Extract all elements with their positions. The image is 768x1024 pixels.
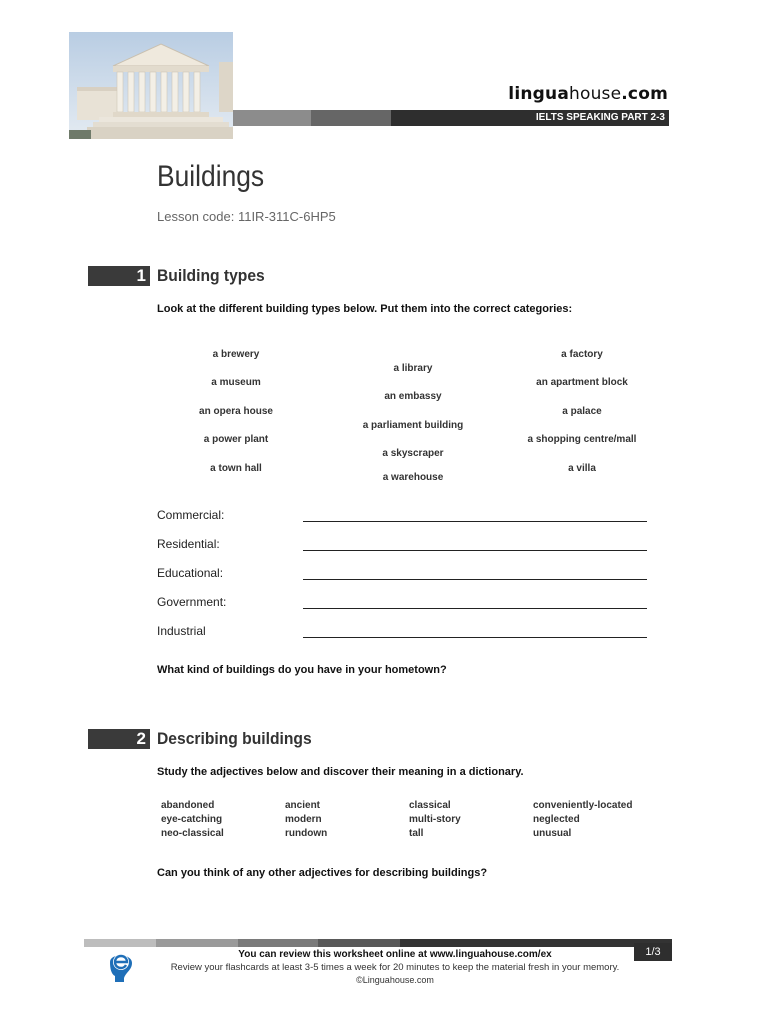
category-label-government: Government: xyxy=(157,595,227,609)
adjective-item: tall xyxy=(409,828,424,839)
word-item: a parliament building xyxy=(362,420,464,431)
adjective-item: abandoned xyxy=(161,800,215,811)
adjective-item: ancient xyxy=(285,800,321,811)
section-1-number: 1 xyxy=(88,266,150,286)
adjective-item: modern xyxy=(285,814,322,825)
footer-copyright: ©Linguahouse.com xyxy=(356,975,434,985)
section-1-instruction: Look at the different building types below. Put them into the correct categories: xyxy=(157,303,573,315)
brand-part-2: house xyxy=(569,84,622,104)
adjective-item: unusual xyxy=(533,828,572,839)
word-item: a factory xyxy=(561,349,603,360)
footer-bar xyxy=(84,939,672,947)
category-label-industrial: Industrial xyxy=(157,624,206,638)
brand-part-3: .com xyxy=(621,84,668,104)
word-item: a library xyxy=(393,363,433,374)
word-item: a warehouse xyxy=(382,472,444,483)
header-bar xyxy=(233,110,669,126)
word-item: a power plant xyxy=(203,434,269,445)
category-label-educational: Educational: xyxy=(157,566,224,580)
section-2-question: Can you think of any other adjectives for describing buildings? xyxy=(157,867,488,879)
adjective-item: classical xyxy=(409,800,451,811)
page-title: Buildings xyxy=(157,160,265,193)
header-subtitle: IELTS SPEAKING PART 2-3 xyxy=(391,110,669,126)
adjective-item: eye-catching xyxy=(161,814,223,825)
word-item: a villa xyxy=(568,463,596,474)
answer-line-industrial[interactable] xyxy=(303,637,647,638)
word-item: a town hall xyxy=(210,463,262,474)
word-item: a museum xyxy=(211,377,261,388)
adjective-item: neo-classical xyxy=(161,828,224,839)
category-label-residential: Residential: xyxy=(157,537,220,551)
word-item: a brewery xyxy=(212,349,260,360)
answer-line-commercial[interactable] xyxy=(303,521,647,522)
adjective-item: multi-story xyxy=(409,814,461,825)
brand-logo xyxy=(0,84,668,104)
section-2-instruction: Study the adjectives below and discover their meaning in a dictionary. xyxy=(157,766,524,778)
word-item: an apartment block xyxy=(536,377,628,388)
adjective-item: rundown xyxy=(285,828,328,839)
page-number: 1/3 xyxy=(634,943,672,961)
answer-line-government[interactable] xyxy=(303,608,647,609)
word-item: an embassy xyxy=(384,391,442,402)
adjective-item: neglected xyxy=(533,814,580,825)
answer-line-educational[interactable] xyxy=(303,579,647,580)
word-item: a skyscraper xyxy=(382,448,444,459)
lesson-code: Lesson code: 11IR-311C-6HP5 xyxy=(157,209,336,224)
word-item: an opera house xyxy=(199,406,273,417)
footer-flashcards-note: Review your flashcards at least 3-5 times a week for 20 minutes to keep the material fresh in your memory. xyxy=(170,962,620,973)
section-1-question: What kind of buildings do you have in your hometown? xyxy=(157,664,447,676)
section-2-number: 2 xyxy=(88,729,150,749)
adjective-item: conveniently-located xyxy=(533,800,633,811)
section-1-title: Building types xyxy=(157,266,265,285)
word-item: a shopping centre/mall xyxy=(527,434,637,445)
answer-line-residential[interactable] xyxy=(303,550,647,551)
word-item: a palace xyxy=(562,406,602,417)
category-label-commercial: Commercial: xyxy=(157,508,225,522)
brand-part-1: lingua xyxy=(508,84,569,104)
section-2-title: Describing buildings xyxy=(157,729,312,748)
footer-review-online: You can review this worksheet online at www.linguahouse.com/ex xyxy=(238,949,552,960)
